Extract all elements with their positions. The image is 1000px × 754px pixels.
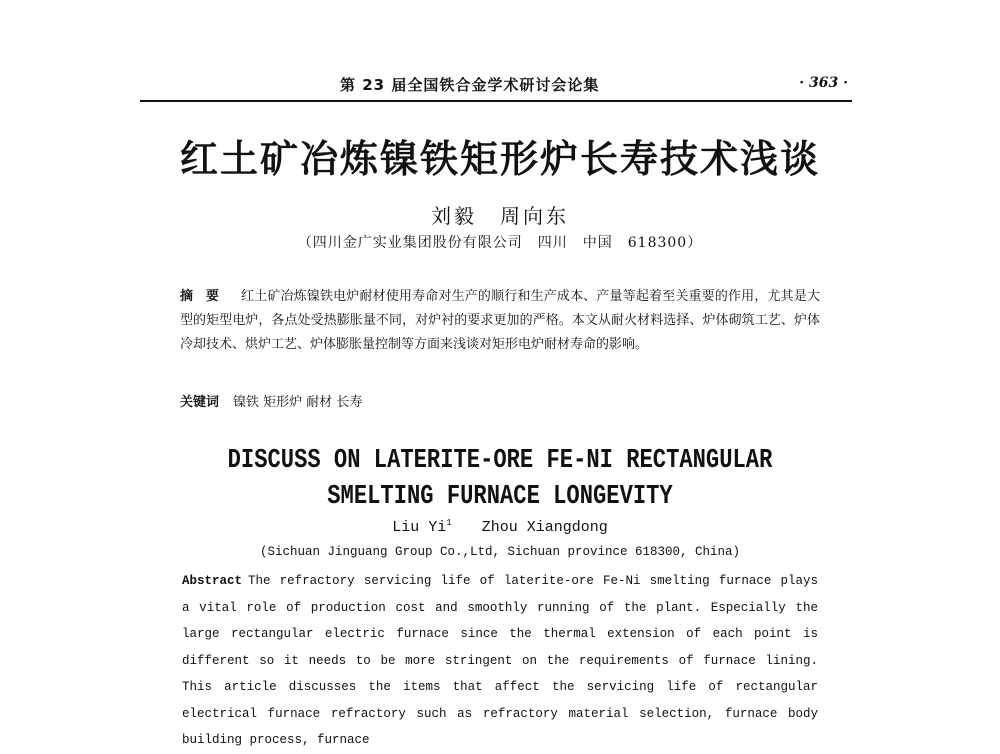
- chinese-keywords-label: 关键词: [180, 395, 220, 410]
- english-abstract-label: Abstract: [182, 574, 243, 588]
- chinese-keywords-text: 镍铁 矩形炉 耐材 长寿: [233, 395, 363, 410]
- chinese-authors: 刘毅 周向东: [431, 204, 569, 228]
- chinese-abstract-label: 摘 要: [180, 289, 224, 304]
- chinese-title: 红土矿冶炼镍铁矩形炉长寿技术浅谈: [179, 137, 820, 181]
- english-abstract-text: The refractory servicing life of laterite-ore Fe-Ni smelting furnace plays a vital role of production cost and smoothly running of the plant. Especially the large rectangular electric furnace since the thermal extension of each point is different so it needs to be more stringent on the requirements of furnace lining. This article discusses the items that affect the servicing life of rectangular electrical furnace refractory such as refractory material selection, furnace body building process, furnace: [182, 574, 818, 747]
- english-title-line2: SMELTING FURNACE LONGEVITY: [327, 482, 673, 512]
- english-affiliation: (Sichuan Jinguang Group Co.,Ltd, Sichuan province 618300, China): [259, 545, 741, 559]
- chinese-abstract: [180, 285, 820, 357]
- english-author-2: Zhou Xiangdong: [481, 519, 608, 536]
- chinese-keywords: [180, 393, 820, 413]
- author-1-superscript: 1: [446, 518, 452, 528]
- english-authors: [0, 518, 1000, 536]
- english-abstract: [182, 568, 818, 754]
- english-author-1: Liu Yi: [392, 519, 447, 536]
- chinese-abstract-text: 红土矿冶炼镍铁电炉耐材使用寿命对生产的顺行和生产成本、产量等起着至关重要的作用，尤其是大型的矩型电炉，各点处受热膨胀量不同，对炉衬的要求更加的严格。本文从耐火材料选择、炉体砌筑工艺、炉体冷却技术、烘炉工艺、炉体膨胀量控制等方面来浅谈对矩形电炉耐材寿命的影响。: [180, 289, 820, 352]
- running-header: [140, 70, 852, 102]
- chinese-affiliation: （四川金广实业集团股份有限公司 四川 中国 618300）: [297, 235, 703, 251]
- journal-title: 第 23 届全国铁合金学术研讨会论集: [340, 76, 600, 94]
- page-number: · 363 ·: [799, 75, 848, 91]
- english-title-line1: DISCUSS ON LATERITE-ORE FE-NI RECTANGULAR: [227, 446, 773, 476]
- english-title: [90, 443, 910, 515]
